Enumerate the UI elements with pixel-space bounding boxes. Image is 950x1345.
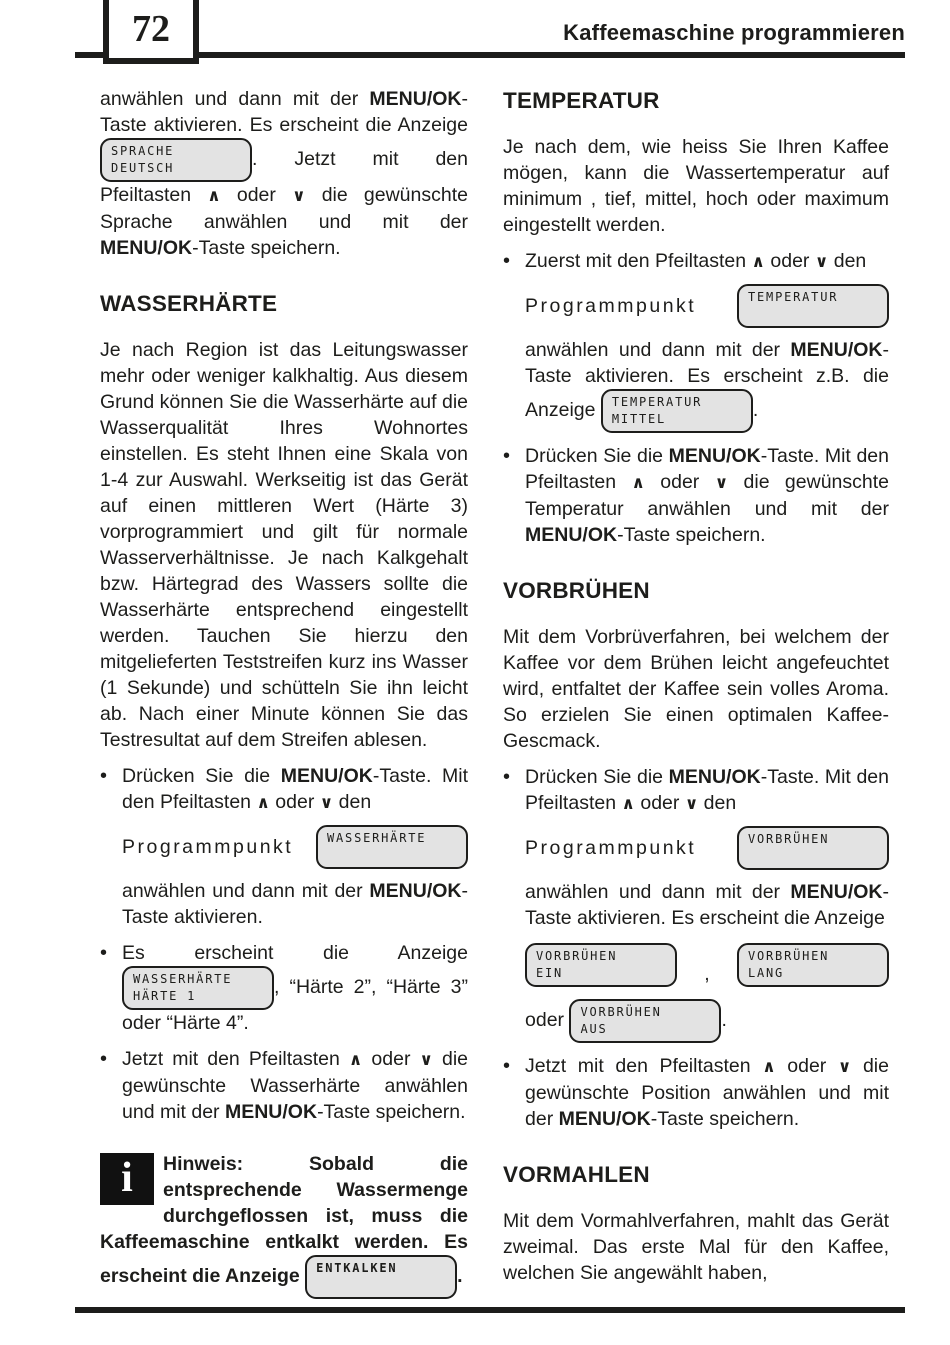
text-flow xyxy=(525,443,889,548)
lcd-line-text: MITTEL xyxy=(611,412,667,426)
lcd-line-text: WASSERHÄRTE xyxy=(133,972,233,986)
lcd-line-text: ENTKALKEN xyxy=(316,1261,398,1275)
text-run: -Taste. Mit den Pfeiltasten xyxy=(122,765,468,813)
text-run: -Taste aktivieren. Es erscheint die Anzeige xyxy=(525,881,889,929)
text-run: Es erscheint die Anzeige xyxy=(122,942,468,964)
bullet-marker: • xyxy=(503,445,511,467)
bullet-marker: • xyxy=(503,766,511,788)
text-run: -Taste aktivieren. xyxy=(122,880,468,928)
text-flow xyxy=(525,1053,889,1132)
lcd-display xyxy=(305,1255,457,1299)
bullet-body xyxy=(525,248,889,433)
arrow-up-icon: ∧ xyxy=(751,252,765,271)
lcd-display xyxy=(100,138,252,182)
text-run: die gewünschte Wasserhärte anwählen und mit der xyxy=(122,1048,468,1123)
key-name: MENU/OK xyxy=(558,1108,651,1130)
key-name: MENU/OK xyxy=(369,88,462,110)
lcd-options-row xyxy=(525,943,889,987)
text-run: -Taste speichern. xyxy=(650,1108,800,1130)
footer-rule xyxy=(75,1307,905,1313)
lcd-line-text: VORBRÜHEN xyxy=(536,949,618,963)
text-run: Mit dem Vorbrüverfahren, bei welchem der Kaffee vor dem Brühen leicht angefeuchtet wird, entfaltet der Kaffee sein volles Aroma. So erzielen Sie einen optimalen Kaffee-Gescmack. xyxy=(503,626,889,752)
bullet-body xyxy=(122,940,468,1036)
bullet-marker: • xyxy=(100,765,108,787)
text-run: , “Härte 2”, “Härte 3” oder “Härte 4”. xyxy=(122,976,468,1034)
text-flow xyxy=(503,624,889,754)
paragraph xyxy=(503,1208,889,1286)
text-flow xyxy=(525,764,889,817)
arrow-up-icon: ∧ xyxy=(631,473,645,492)
lcd-display xyxy=(737,284,889,328)
text-run: anwählen und dann mit der xyxy=(122,880,370,902)
bullet-body xyxy=(122,763,468,930)
arrow-down-icon: ∨ xyxy=(684,794,699,813)
text-run: . xyxy=(457,1265,463,1288)
lcd-line-text: LANG xyxy=(747,966,785,980)
text-run: anwählen und dann mit der xyxy=(100,88,370,110)
bullet-body xyxy=(122,1046,468,1125)
arrow-down-icon: ∨ xyxy=(319,793,334,812)
arrow-down-icon: ∨ xyxy=(292,186,306,205)
key-name: MENU/OK xyxy=(668,445,761,467)
lcd-line-text: VORBRÜHEN xyxy=(748,832,830,846)
text-run: , xyxy=(704,963,710,985)
text-run: oder xyxy=(362,1048,420,1070)
lcd-display xyxy=(316,825,468,869)
arrow-up-icon: ∧ xyxy=(207,186,221,205)
left-column xyxy=(100,86,468,1299)
key-name: MENU/OK xyxy=(525,524,618,546)
bullet-item xyxy=(503,1053,889,1132)
lcd-display xyxy=(122,966,274,1010)
bullet-body xyxy=(525,443,889,548)
bullet-marker: • xyxy=(503,250,511,272)
text-run: . xyxy=(721,1009,727,1032)
section-heading: VORMAHLEN xyxy=(503,1162,650,1187)
text-flow xyxy=(525,879,889,931)
text-run: die gewünschte Position anwählen und mit der xyxy=(525,1055,889,1130)
lcd-line-text: WASSERHÄRTE xyxy=(327,831,427,845)
text-run: anwählen und dann mit der xyxy=(525,881,791,903)
section-heading: TEMPERATUR xyxy=(503,88,660,113)
lcd-line-text: SPRACHE xyxy=(111,144,175,158)
text-flow xyxy=(122,940,468,1036)
text-flow xyxy=(525,999,889,1043)
key-name: MENU/OK xyxy=(369,880,462,902)
text-flow xyxy=(100,86,468,261)
text-run: Je nach dem, wie heiss Sie Ihren Kaffee mögen, kann die Wassertemperatur auf minimum , tief, mittel, hoch oder maximum eingestellt werden. xyxy=(503,136,889,236)
lcd-display xyxy=(569,999,721,1043)
text-run: oder xyxy=(644,471,715,493)
paragraph xyxy=(100,337,468,753)
paragraph xyxy=(100,86,468,261)
text-flow xyxy=(503,134,889,238)
text-run: oder xyxy=(269,791,320,813)
lcd-display xyxy=(525,943,677,987)
note xyxy=(100,1151,468,1299)
text-run: Zuerst mit den Pfeiltasten xyxy=(525,250,752,272)
text-run: oder xyxy=(764,250,815,272)
lcd-display xyxy=(737,826,889,870)
bullet-item xyxy=(503,443,889,548)
bullet-body xyxy=(525,1053,889,1132)
program-item-label: Programmpunkt xyxy=(122,836,294,858)
lcd-line-text: TEMPERATUR xyxy=(611,395,703,409)
bullet-item xyxy=(503,248,889,433)
text-run: die gewünschte Temperatur anwählen und mit der xyxy=(525,471,889,520)
arrow-down-icon: ∨ xyxy=(837,1057,852,1076)
text-flow xyxy=(525,248,889,275)
text-flow xyxy=(100,337,468,753)
text-flow xyxy=(503,1208,889,1286)
text-run: den xyxy=(698,792,737,814)
text-run: den xyxy=(333,791,372,813)
paragraph xyxy=(503,624,889,754)
text-run: Mit dem Vormahlverfahren, mahlt das Gerät zweimal. Das erste Mal für den Kaffee, welchen Sie angewählt haben, xyxy=(503,1210,889,1284)
text-run: anwählen und dann mit der xyxy=(525,339,791,361)
text-run: Jetzt mit den Pfeiltasten xyxy=(525,1055,763,1077)
header-rule xyxy=(75,52,905,58)
paragraph xyxy=(503,134,889,238)
lcd-line-text: HÄRTE 1 xyxy=(133,989,197,1003)
arrow-down-icon: ∨ xyxy=(714,473,729,492)
text-run: oder xyxy=(634,792,685,814)
header-title: Kaffeemaschine programmieren xyxy=(563,20,905,45)
text-run: -Taste speichern. xyxy=(192,237,341,259)
arrow-up-icon: ∧ xyxy=(762,1057,776,1076)
lcd-line-text: DEUTSCH xyxy=(111,161,175,175)
bullet-item xyxy=(503,764,889,1043)
program-item-label: Programmpunkt xyxy=(525,295,697,317)
lcd-line-text: VORBRÜHEN xyxy=(580,1005,662,1019)
lcd-line-text: AUS xyxy=(580,1022,608,1036)
text-run: . xyxy=(752,399,759,422)
program-item-row xyxy=(525,284,889,328)
section-heading: VORBRÜHEN xyxy=(503,578,650,603)
text-run: die gewünschte Sprache anwählen und mit der xyxy=(100,184,468,233)
text-run: oder xyxy=(775,1055,838,1077)
arrow-up-icon: ∧ xyxy=(256,793,270,812)
bullet-marker: • xyxy=(503,1055,511,1077)
text-flow xyxy=(525,337,889,433)
text-flow xyxy=(122,878,468,930)
text-run: oder xyxy=(220,184,293,206)
lcd-line-text: EIN xyxy=(536,966,564,980)
text-run: Je nach Region ist das Leitungswasser mehr oder weniger kalkhaltig. Aus diesem Grund können Sie die Wasserhärte auf die Wasserqualität Ihres Wohnortes einstellen. Es steht Ihnen eine Skala von 1-4 zur Auswahl. Werkseitig ist das Gerät auf einen mittleren Wert (Härte 3) vorprogrammiert und gilt für normale Wasserverhältnisse. Je nach Kalkgehalt bzw. Härtegrad des Wassers sollte die Wasserhärte entsprechend eingestellt werden. Tauchen Sie hierzu den mitgelieferten Teststreifen kurz ins Wasser (1 Sekunde) und schütteln Sie ihn leicht ab. Nach einer Minute können Sie das Testresultat auf dem Streifen ablesen. xyxy=(100,339,468,751)
bullet-marker: • xyxy=(100,1048,108,1070)
key-name: MENU/OK xyxy=(790,881,883,903)
key-name: MENU/OK xyxy=(790,339,883,361)
page-number-box xyxy=(103,0,199,64)
lcd-line-text: TEMPERATUR xyxy=(748,290,839,304)
key-name: MENU/OK xyxy=(280,765,373,787)
bullet-marker: • xyxy=(100,942,108,964)
text-run: -Taste. Mit den Pfeiltasten xyxy=(525,445,889,493)
program-item-row xyxy=(525,826,889,870)
bullet-item xyxy=(100,940,468,1036)
program-item-label: Programmpunkt xyxy=(525,837,697,859)
arrow-down-icon: ∨ xyxy=(814,252,829,271)
text-run: Jetzt mit den Pfeiltasten xyxy=(122,1048,349,1070)
arrow-down-icon: ∨ xyxy=(419,1050,433,1069)
bullet-body xyxy=(525,764,889,1043)
text-flow xyxy=(122,1046,468,1125)
info-icon: i xyxy=(100,1153,154,1205)
text-run: Hinweis: Sobald die entsprechende Wassermenge durchgeflossen ist, muss die Kaffeemaschine entkalkt werden. Es erscheint die Anzeige xyxy=(100,1153,468,1288)
bullet-item xyxy=(100,763,468,930)
page-number: 72 xyxy=(132,8,170,50)
bullet-item xyxy=(100,1046,468,1125)
right-column xyxy=(503,86,889,1296)
lcd-display xyxy=(737,943,889,987)
key-name: MENU/OK xyxy=(668,766,761,788)
text-run: . Jetzt mit den Pfeiltasten xyxy=(100,148,468,206)
lcd-line-text: VORBRÜHEN xyxy=(747,949,830,963)
text-run: -Taste aktivieren. Es erscheint z.B. die Anzeige xyxy=(525,339,889,422)
arrow-up-icon: ∧ xyxy=(621,794,635,813)
key-name: MENU/OK xyxy=(100,237,193,259)
lcd-display xyxy=(601,389,753,433)
text-flow xyxy=(122,763,468,816)
key-name: MENU/OK xyxy=(224,1101,318,1123)
program-item-row xyxy=(122,825,468,869)
text-run: -Taste. Mit den Pfeiltasten xyxy=(525,766,889,814)
text-run: den xyxy=(828,250,867,272)
section-heading: WASSERHÄRTE xyxy=(100,291,278,316)
text-run: Drücken Sie die xyxy=(122,765,281,787)
text-run: Drücken Sie die xyxy=(525,445,669,467)
text-run: -Taste speichern. xyxy=(317,1101,466,1123)
arrow-up-icon: ∧ xyxy=(348,1050,363,1069)
text-run: oder xyxy=(525,1009,570,1032)
text-run: -Taste aktivieren. Es erscheint die Anzeige xyxy=(100,88,468,136)
note-text xyxy=(100,1151,468,1299)
text-run: -Taste speichern. xyxy=(617,524,766,546)
text-run: Drücken Sie die xyxy=(525,766,669,788)
